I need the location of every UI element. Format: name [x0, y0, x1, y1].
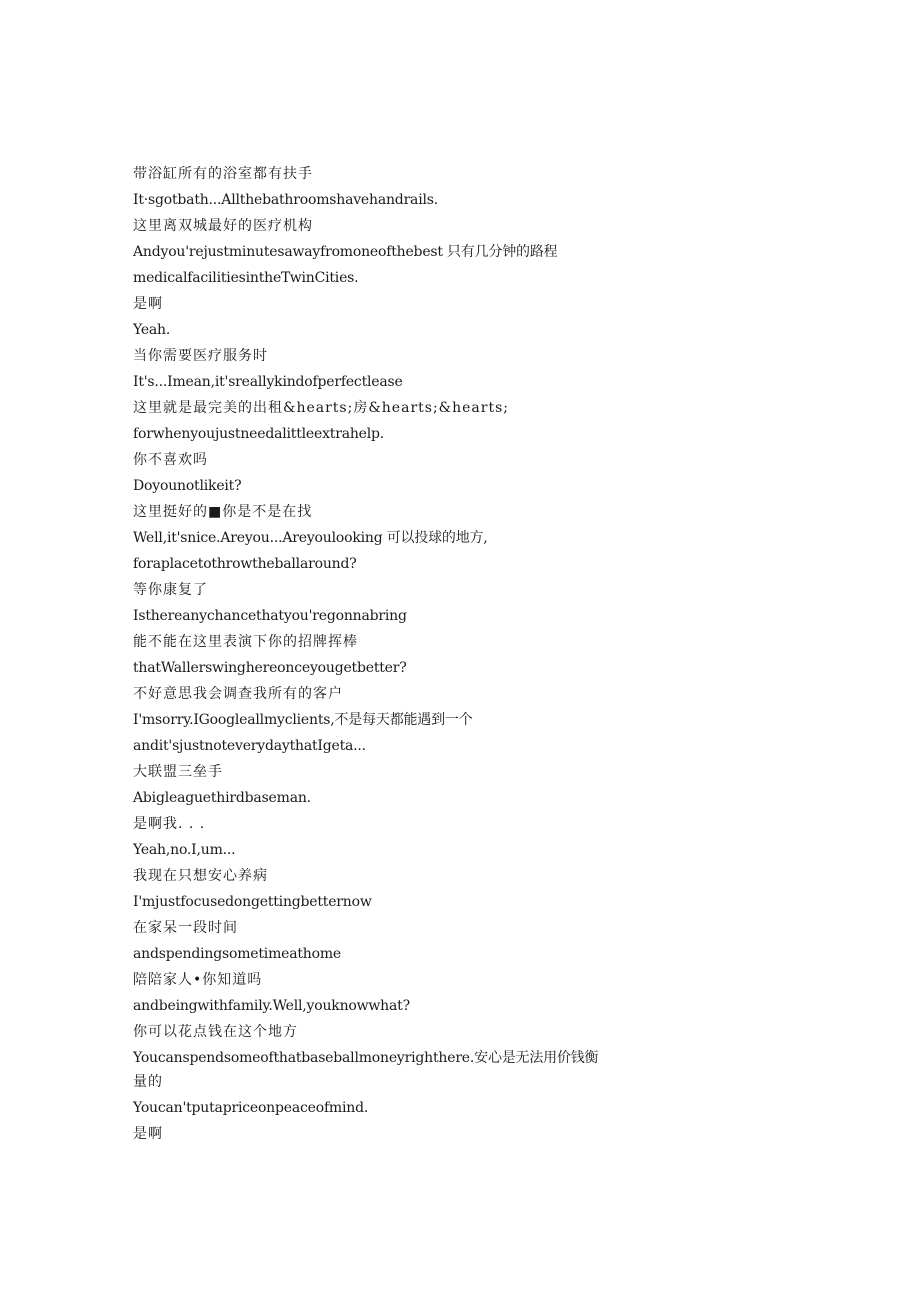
text-line: It's...Imean,it'sreallykindofperfectlease [133, 374, 403, 390]
text-line: 这里挺好的■你是不是在找 [133, 504, 313, 520]
text-line: Youcan'tputapriceonpeaceofmind. [133, 1100, 369, 1116]
text-line: andspendingsometimeathome [133, 946, 342, 962]
text-line: 不好意思我会调查我所有的客户 [133, 686, 343, 702]
text-line: 带浴缸所有的浴室都有扶手 [133, 166, 313, 182]
text-line: 陪陪家人•你知道吗 [133, 972, 263, 988]
text-line: forwhenyoujustneedalittleextrahelp. [133, 426, 385, 442]
text-line: 是啊 [133, 1126, 163, 1142]
text-line: foraplacetothrowtheballaround? [133, 556, 357, 572]
text-line: 这里离双城最好的医疗机构 [133, 218, 313, 234]
text-line: Isthereanychancethatyou'regonnabring [133, 608, 407, 624]
text-line: Doyounotlikeit? [133, 478, 242, 494]
text-line: I'mjustfocusedongettingbetternow [133, 894, 372, 910]
text-line: 量的 [133, 1074, 163, 1090]
text-line: 你可以花点钱在这个地方 [133, 1024, 298, 1040]
text-line: andbeingwithfamily.Well,youknowwhat? [133, 998, 410, 1014]
text-line: 当你需要医疗服务时 [133, 348, 268, 364]
text-line: 我现在只想安心养病 [133, 868, 268, 884]
text-line: thatWallerswinghereonceyougetbetter? [133, 660, 407, 676]
text-line: 是啊 [133, 296, 163, 312]
text-line: 这里就是最完美的出租&hearts;房&hearts;&hearts; [133, 400, 509, 416]
text-line: 大联盟三垒手 [133, 764, 223, 780]
text-line: Andyou'rejustminutesawayfromoneofthebest 只有几分钟的路程 [133, 244, 558, 260]
text-line: 等你康复了 [133, 582, 208, 598]
text-line: It·sgotbath...Allthebathroomshavehandrails. [133, 192, 438, 208]
text-line: Yeah. [133, 322, 171, 338]
text-line: 能不能在这里表演下你的招牌挥棒 [133, 634, 358, 650]
text-line: 是啊我. . . [133, 816, 206, 832]
text-line: Well,it'snice.Areyou...Areyoulooking 可以投球的地方, [133, 530, 488, 546]
text-line: Yeah,no.I,um... [133, 842, 236, 858]
text-line: I'msorry.IGoogleallmyclients,不是每天都能遇到一个 [133, 712, 473, 728]
text-line: Youcanspendsomeofthatbaseballmoneyrighthere.安心是无法用价钱衡 [133, 1050, 599, 1066]
text-line: 在家呆一段时间 [133, 920, 238, 936]
text-line: 你不喜欢吗 [133, 452, 208, 468]
text-line: andit'sjustnoteverydaythatIgeta... [133, 738, 366, 754]
text-line: medicalfacilitiesintheTwinCities. [133, 270, 359, 286]
subtitle-transcript [133, 161, 613, 1147]
text-line: Abigleaguethirdbaseman. [133, 790, 311, 806]
